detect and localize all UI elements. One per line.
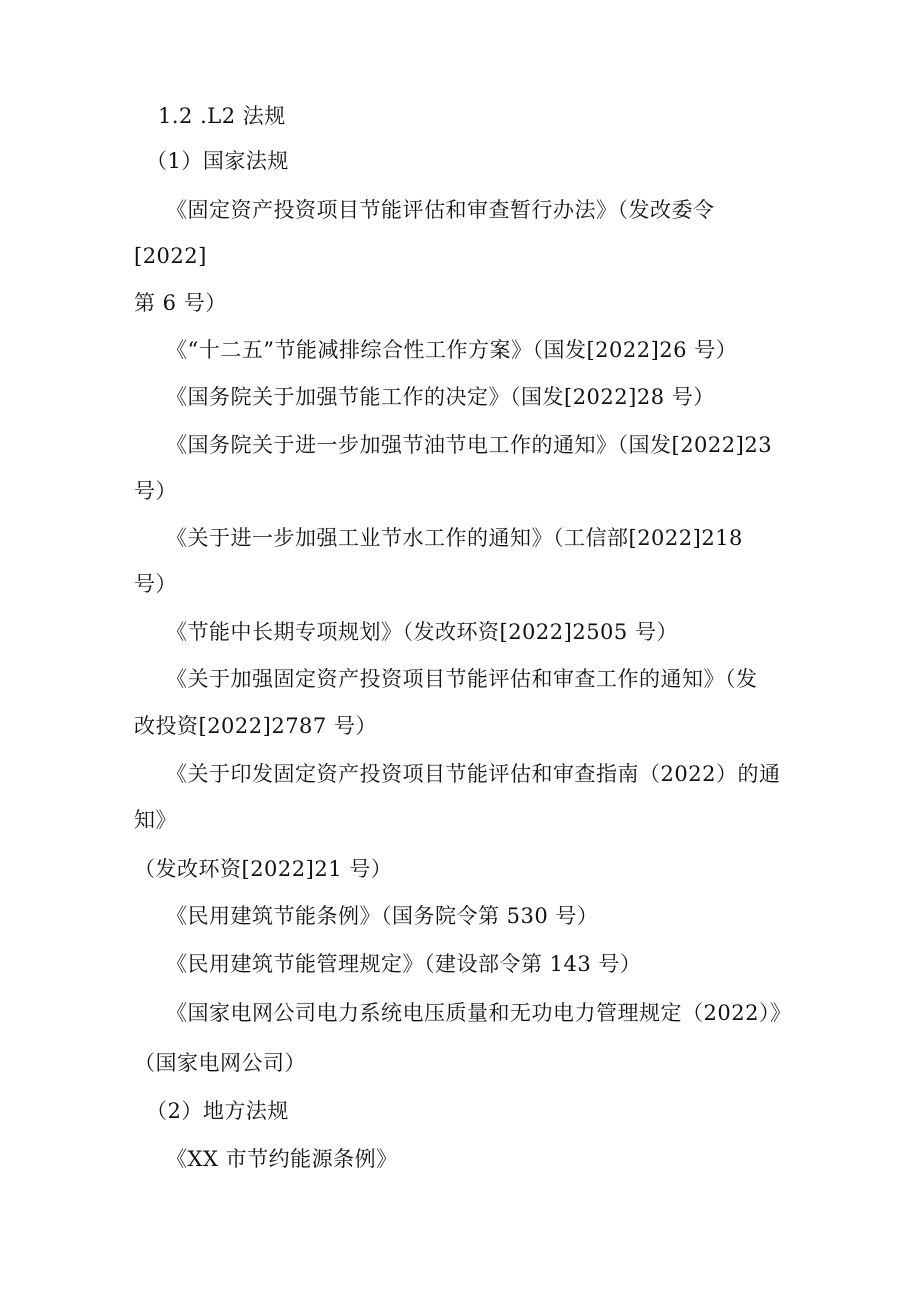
regulation-item-1-line-2: [2022] <box>134 244 207 268</box>
regulation-item-8-line-1: 《关于印发固定资产投资项目节能评估和审查指南（2022）的通 <box>166 762 781 786</box>
regulation-item-4-line-1: 《国务院关于进一步加强节油节电工作的通知》（国发[2022]23 <box>166 433 773 457</box>
local-regulations-label: （2）地方法规 <box>146 1099 289 1123</box>
regulation-item-3: 《国务院关于加强节能工作的决定》（国发[2022]28 号） <box>166 385 715 409</box>
regulation-item-2: 《“十二五”节能减排综合性工作方案》（国发[2022]26 号） <box>166 338 738 362</box>
regulation-item-4-line-2: 号） <box>134 479 177 503</box>
national-regulations-label: （1）国家法规 <box>146 149 289 173</box>
regulation-item-8-line-3: （发改环资[2022]21 号） <box>134 857 393 881</box>
local-regulation-item-1: 《XX 市节约能源条例》 <box>166 1147 398 1171</box>
regulation-item-7-line-1: 《关于加强固定资产投资项目节能评估和审查工作的通知》（发 <box>166 667 758 691</box>
regulation-item-9: 《民用建筑节能条例》（国务院令第 530 号） <box>166 904 599 928</box>
regulation-item-5-line-1: 《关于进一步加强工业节水工作的通知》（工信部[2022]218 <box>166 526 743 550</box>
regulation-item-11-line-2: （国家电网公司） <box>134 1051 306 1075</box>
regulation-item-5-line-2: 号） <box>134 572 177 596</box>
regulation-item-1-line-1: 《固定资产投资项目节能评估和审查暂行办法》（发改委令 <box>166 198 715 222</box>
regulation-item-1-line-3: 第 6 号） <box>134 291 227 315</box>
regulation-item-11-line-1: 《国家电网公司电力系统电压质量和无功电力管理规定（2022）》 <box>166 1001 792 1025</box>
regulation-item-7-line-2: 改投资[2022]2787 号） <box>134 714 377 738</box>
section-heading: 1.2 .L2 法规 <box>158 104 286 128</box>
regulation-item-10: 《民用建筑节能管理规定》（建设部令第 143 号） <box>166 952 642 976</box>
regulation-item-6: 《节能中长期专项规划》（发改环资[2022]2505 号） <box>166 620 678 644</box>
regulation-item-8-line-2: 知》 <box>134 808 177 832</box>
